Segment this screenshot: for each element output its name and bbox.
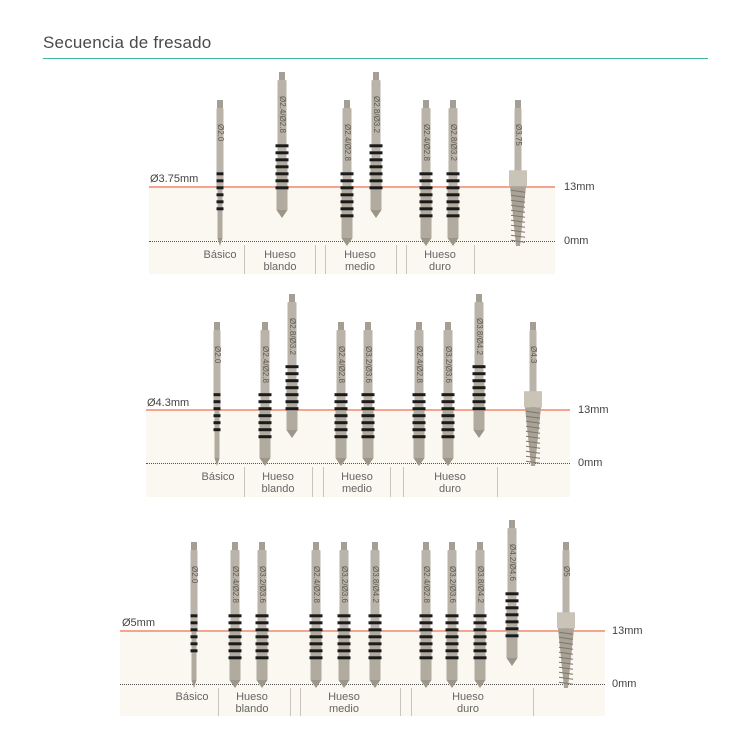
depth-band [341, 186, 354, 189]
depth-band [256, 621, 269, 624]
drill-latch [262, 322, 268, 330]
drill-tip [363, 458, 374, 466]
depth-band [310, 635, 323, 638]
step-drill [447, 100, 460, 246]
tap-collar [509, 170, 527, 186]
depth-band [191, 614, 198, 617]
drill-latch [289, 294, 295, 302]
depth-band [413, 428, 426, 431]
drill-latch [450, 100, 456, 108]
step-drill [446, 542, 459, 688]
depth-band [362, 393, 375, 396]
drill-latch [509, 520, 515, 528]
depth-band [217, 186, 224, 189]
drill-label: Ø2.0 [215, 124, 225, 142]
depth-band [259, 407, 272, 410]
group-label-basico: Básico [175, 691, 209, 703]
pilot-drill [190, 542, 199, 688]
depth-band [338, 621, 351, 624]
depth-band [276, 151, 289, 154]
drill-label: Ø2.4/Ø2.8 [230, 566, 240, 603]
drill-label: Ø3.2/Ø3.6 [447, 566, 457, 603]
depth-band [229, 628, 242, 631]
drill-label: Ø5 [561, 566, 571, 577]
depth-band [338, 628, 351, 631]
step-drill [473, 294, 486, 438]
depth-band [447, 186, 460, 189]
depth-band [310, 621, 323, 624]
depth-band [335, 393, 348, 396]
step-drill [286, 294, 299, 438]
depth-band [369, 656, 382, 659]
depth-band [341, 179, 354, 182]
tap-drill [524, 322, 542, 466]
drill-latch [449, 542, 455, 550]
depth-band [370, 144, 383, 147]
drill-latch [279, 72, 285, 80]
depth-band [229, 614, 242, 617]
depth-band [447, 172, 460, 175]
drill-label: Ø2.0 [212, 346, 222, 364]
depth-band [420, 649, 433, 652]
depth-band [446, 614, 459, 617]
depth-band [256, 656, 269, 659]
depth-band [447, 200, 460, 203]
step-drill [276, 72, 289, 218]
depth-band [420, 193, 433, 196]
depth-band [276, 179, 289, 182]
label-13mm: 13mm [578, 404, 609, 416]
depth-band [338, 649, 351, 652]
depth-band [341, 193, 354, 196]
depth-band [214, 407, 221, 410]
drill-label: Ø2.0 [189, 566, 199, 584]
depth-band [447, 214, 460, 217]
drill-latch [372, 542, 378, 550]
depth-band [276, 172, 289, 175]
depth-band [341, 200, 354, 203]
drill-latch [232, 542, 238, 550]
depth-band [420, 186, 433, 189]
drill-shank [214, 330, 221, 409]
depth-band [191, 642, 198, 645]
depth-band [335, 414, 348, 417]
depth-band [446, 642, 459, 645]
drill-label: Ø3.8/Ø4.2 [370, 566, 380, 603]
depth-band [229, 649, 242, 652]
group-label-basico: Básico [203, 249, 237, 261]
depth-band [259, 400, 272, 403]
depth-band [217, 179, 224, 182]
drill-tip [475, 680, 486, 688]
step-drill [229, 542, 242, 688]
depth-band [362, 428, 375, 431]
depth-band [506, 599, 519, 602]
depth-band [474, 649, 487, 652]
drill-tip [448, 238, 459, 246]
page-title: Secuencia de fresado [43, 33, 212, 52]
drill-label: Ø3.8/Ø4.2 [475, 566, 485, 603]
depth-band [214, 428, 221, 431]
step-drill [474, 542, 487, 688]
depth-band [474, 628, 487, 631]
step-drill [335, 322, 348, 466]
drill-label: Ø2.4/Ø2.8 [342, 124, 352, 161]
drill-label: Ø2.4/Ø2.8 [336, 346, 346, 383]
step-drill [259, 322, 272, 466]
drill-latch [217, 100, 223, 108]
drill-tip [215, 458, 220, 466]
depth-band [447, 179, 460, 182]
depth-band [473, 365, 486, 368]
depth-band [474, 656, 487, 659]
drill-label: Ø2.4/Ø2.8 [277, 96, 287, 133]
drill-latch [477, 542, 483, 550]
group-label-duro: Hueso duro [434, 471, 466, 495]
drill-latch [530, 322, 536, 330]
depth-band [362, 421, 375, 424]
depth-band [191, 628, 198, 631]
step-drill [413, 322, 426, 466]
depth-band [341, 172, 354, 175]
depth-band [442, 407, 455, 410]
depth-band [420, 200, 433, 203]
depth-band [217, 200, 224, 203]
depth-band [310, 628, 323, 631]
drill-latch [423, 542, 429, 550]
depth-band [474, 621, 487, 624]
depth-band [370, 165, 383, 168]
drill-tip [230, 680, 241, 688]
depth-band [420, 621, 433, 624]
label-13mm: 13mm [612, 625, 643, 637]
depth-band [214, 400, 221, 403]
group-label-medio: Hueso medio [341, 471, 373, 495]
depth-band [286, 386, 299, 389]
step-drill [370, 72, 383, 218]
drill-tip [507, 658, 518, 666]
diameter-label: Ø5mm [122, 617, 155, 629]
depth-band [362, 407, 375, 410]
depth-band [217, 193, 224, 196]
depth-band [259, 393, 272, 396]
drill-latch [423, 100, 429, 108]
depth-band [370, 158, 383, 161]
tap-drill [557, 542, 575, 688]
depth-band [229, 621, 242, 624]
depth-band [256, 642, 269, 645]
depth-band [338, 642, 351, 645]
depth-band [442, 393, 455, 396]
drill-latch [341, 542, 347, 550]
drill-tip [421, 238, 432, 246]
label-0mm: 0mm [612, 678, 637, 690]
depth-band [286, 393, 299, 396]
drill-label: Ø2.8/Ø3.2 [448, 124, 458, 161]
depth-band [506, 606, 519, 609]
drill-tip [260, 458, 271, 466]
depth-band [442, 435, 455, 438]
group-label-basico: Básico [201, 471, 235, 483]
drill-tip [192, 680, 197, 688]
group-label-duro: Hueso duro [452, 691, 484, 715]
label-13mm: 13mm [564, 181, 595, 193]
drill-tip [257, 680, 268, 688]
drill-latch [214, 322, 220, 330]
drill-tip [336, 458, 347, 466]
depth-band [259, 428, 272, 431]
depth-band [229, 656, 242, 659]
depth-band [191, 621, 198, 624]
drill-label: Ø2.4/Ø2.8 [311, 566, 321, 603]
depth-band [506, 634, 519, 637]
depth-band [446, 656, 459, 659]
depth-band [506, 613, 519, 616]
step-drill [338, 542, 351, 688]
depth-band [369, 649, 382, 652]
depth-band [369, 635, 382, 638]
group-label-medio: Hueso medio [344, 249, 376, 273]
depth-band [369, 628, 382, 631]
depth-band [446, 621, 459, 624]
depth-band [259, 414, 272, 417]
depth-band [276, 165, 289, 168]
depth-band [420, 628, 433, 631]
depth-band [413, 407, 426, 410]
depth-band [286, 400, 299, 403]
depth-band [256, 649, 269, 652]
depth-band [229, 635, 242, 638]
group-label-blando: Hueso blando [261, 471, 295, 495]
depth-band [335, 428, 348, 431]
drill-latch [373, 72, 379, 80]
depth-band [338, 656, 351, 659]
depth-band [276, 186, 289, 189]
depth-band [474, 642, 487, 645]
depth-band [335, 435, 348, 438]
drill-tip [370, 680, 381, 688]
depth-band [420, 207, 433, 210]
depth-band [413, 400, 426, 403]
depth-band [310, 642, 323, 645]
drill-latch [313, 542, 319, 550]
depth-band [442, 428, 455, 431]
drill-latch [476, 294, 482, 302]
depth-band [362, 400, 375, 403]
depth-band [338, 614, 351, 617]
drill-label: Ø3.75 [513, 124, 523, 146]
depth-band [420, 635, 433, 638]
drill-label: Ø3.2/Ø3.6 [339, 566, 349, 603]
depth-band [442, 414, 455, 417]
depth-band [473, 393, 486, 396]
diameter-label: Ø3.75mm [150, 173, 199, 185]
depth-band [473, 379, 486, 382]
depth-band [474, 635, 487, 638]
depth-band [369, 621, 382, 624]
depth-band [413, 435, 426, 438]
drill-latch [338, 322, 344, 330]
depth-band [217, 172, 224, 175]
depth-band [420, 614, 433, 617]
drill-tip [421, 680, 432, 688]
depth-band [442, 400, 455, 403]
depth-band [473, 386, 486, 389]
depth-band [420, 214, 433, 217]
depth-band [217, 207, 224, 210]
depth-band [286, 372, 299, 375]
drill-latch [365, 322, 371, 330]
step-drill [369, 542, 382, 688]
drill-latch [191, 542, 197, 550]
step-drill [442, 322, 455, 466]
drill-latch [259, 542, 265, 550]
depth-band [310, 656, 323, 659]
drill-latch [445, 322, 451, 330]
step-drill [362, 322, 375, 466]
tap-collar [524, 391, 542, 407]
depth-band [341, 214, 354, 217]
depth-band [362, 435, 375, 438]
depth-band [420, 656, 433, 659]
drill-shank [217, 108, 224, 188]
drill-label: Ø4.3 [528, 346, 538, 364]
depth-band [214, 421, 221, 424]
drill-label: Ø2.4/Ø2.8 [414, 346, 424, 383]
depth-band [338, 635, 351, 638]
drill-label: Ø2.8/Ø3.2 [371, 96, 381, 133]
depth-band [474, 614, 487, 617]
drill-latch [344, 100, 350, 108]
depth-band [229, 642, 242, 645]
depth-band [446, 628, 459, 631]
drill-tip [218, 238, 223, 246]
depth-band [191, 635, 198, 638]
drill-tip [287, 430, 298, 438]
depth-band [276, 144, 289, 147]
diameter-label: Ø4.3mm [147, 397, 190, 409]
group-label-duro: Hueso duro [424, 249, 456, 273]
depth-band [259, 421, 272, 424]
depth-band [473, 372, 486, 375]
step-drill [256, 542, 269, 688]
depth-band [310, 649, 323, 652]
depth-band [214, 393, 221, 396]
drill-label: Ø3.2/Ø3.6 [443, 346, 453, 383]
depth-band [506, 592, 519, 595]
drill-tip [447, 680, 458, 688]
drill-label: Ø3.2/Ø3.6 [363, 346, 373, 383]
label-0mm: 0mm [578, 457, 603, 469]
depth-band [214, 414, 221, 417]
depth-band [259, 435, 272, 438]
drill-label: Ø3.2/Ø3.6 [257, 566, 267, 603]
depth-band [370, 186, 383, 189]
depth-band [191, 649, 198, 652]
depth-band [286, 407, 299, 410]
group-label-medio: Hueso medio [328, 691, 360, 715]
drill-label: Ø4.2/Ø4.6 [507, 544, 517, 581]
tap-collar [557, 612, 575, 628]
drill-label: Ø2.8/Ø3.2 [287, 318, 297, 355]
group-label-blando: Hueso blando [235, 691, 269, 715]
depth-band [256, 635, 269, 638]
depth-band [370, 179, 383, 182]
drill-latch [515, 100, 521, 108]
depth-band [413, 393, 426, 396]
depth-band [362, 414, 375, 417]
depth-band [341, 207, 354, 210]
depth-band [370, 151, 383, 154]
depth-band [369, 614, 382, 617]
drill-tip [277, 210, 288, 218]
depth-band [447, 193, 460, 196]
depth-band [335, 407, 348, 410]
step-drill [310, 542, 323, 688]
depth-band [335, 421, 348, 424]
depth-band [420, 172, 433, 175]
depth-band [420, 642, 433, 645]
depth-band [369, 642, 382, 645]
drill-shank [191, 550, 198, 630]
depth-band [310, 614, 323, 617]
step-drill [341, 100, 354, 246]
depth-band [420, 179, 433, 182]
group-label-blando: Hueso blando [263, 249, 297, 273]
depth-band [473, 407, 486, 410]
tap-drill [509, 100, 527, 246]
depth-band [370, 172, 383, 175]
depth-band [256, 628, 269, 631]
drill-latch [416, 322, 422, 330]
drill-tip [342, 238, 353, 246]
drill-latch [563, 542, 569, 550]
drill-tip [371, 210, 382, 218]
depth-band [413, 414, 426, 417]
step-drill [420, 542, 433, 688]
drill-label: Ø2.4/Ø2.8 [421, 124, 431, 161]
label-0mm: 0mm [564, 235, 589, 247]
depth-band [473, 400, 486, 403]
depth-band [256, 614, 269, 617]
depth-band [276, 158, 289, 161]
step-drill [506, 520, 519, 666]
depth-band [286, 365, 299, 368]
depth-band [335, 400, 348, 403]
drill-tip [311, 680, 322, 688]
depth-band [442, 421, 455, 424]
drill-label: Ø2.4/Ø2.8 [421, 566, 431, 603]
drill-label: Ø2.4/Ø2.8 [260, 346, 270, 383]
step-drill [420, 100, 433, 246]
depth-band [446, 649, 459, 652]
drill-tip [474, 430, 485, 438]
drill-tip [443, 458, 454, 466]
depth-band [446, 635, 459, 638]
drill-label: Ø3.8/Ø4.2 [474, 318, 484, 355]
drill-tip [414, 458, 425, 466]
depth-band [506, 620, 519, 623]
depth-band [286, 379, 299, 382]
depth-band [506, 627, 519, 630]
pilot-drill [213, 322, 222, 466]
depth-band [413, 421, 426, 424]
depth-band [447, 207, 460, 210]
drill-tip [339, 680, 350, 688]
pilot-drill [216, 100, 225, 246]
